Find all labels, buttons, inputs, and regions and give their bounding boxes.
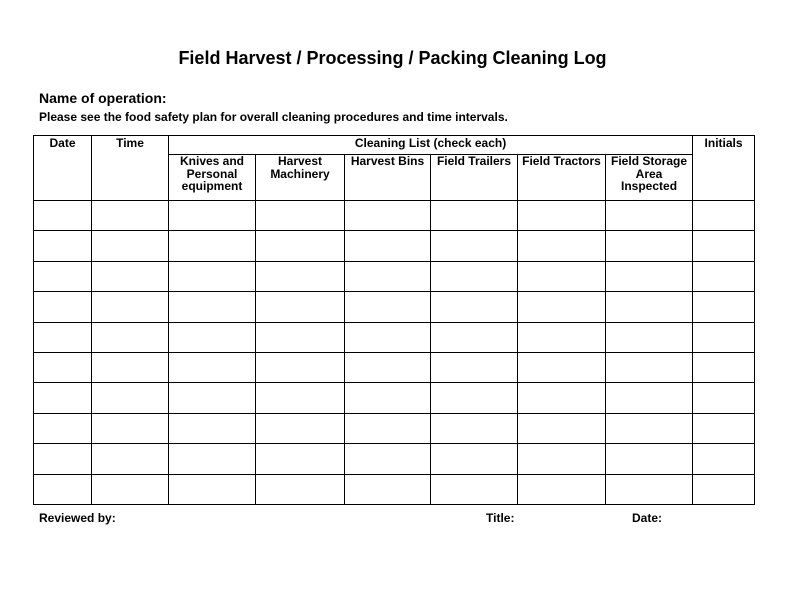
log-cell[interactable] xyxy=(693,201,755,231)
sub-header-line: Field Trailers xyxy=(436,154,512,168)
log-row xyxy=(34,383,755,413)
log-cell[interactable] xyxy=(606,352,693,382)
log-cell[interactable] xyxy=(256,292,345,322)
log-cell[interactable] xyxy=(518,201,606,231)
reviewed-by-label: Reviewed by: xyxy=(39,511,116,525)
log-cell[interactable] xyxy=(34,413,92,443)
log-cell[interactable] xyxy=(169,201,256,231)
header-knives-equipment xyxy=(169,155,256,201)
log-cell[interactable] xyxy=(256,231,345,261)
log-cell[interactable] xyxy=(256,352,345,382)
log-cell[interactable] xyxy=(169,231,256,261)
log-cell[interactable] xyxy=(606,261,693,291)
page-title: Field Harvest / Processing / Packing Cleaning Log xyxy=(178,48,607,68)
log-cell[interactable] xyxy=(92,383,169,413)
log-row xyxy=(34,201,755,231)
log-cell[interactable] xyxy=(345,261,431,291)
header-date: Date xyxy=(34,136,92,201)
date-label: Date: xyxy=(632,511,663,525)
sub-header-line: Harvest Bins xyxy=(350,154,425,168)
header-harvest-bins xyxy=(345,155,431,201)
log-row xyxy=(34,444,755,474)
log-cell[interactable] xyxy=(256,474,345,504)
sub-header-line: Knives and xyxy=(179,154,245,168)
log-row xyxy=(34,231,755,261)
log-row xyxy=(34,413,755,443)
log-row xyxy=(34,352,755,382)
log-cell[interactable] xyxy=(693,444,755,474)
log-cell[interactable] xyxy=(431,444,518,474)
log-cell[interactable] xyxy=(518,413,606,443)
log-cell[interactable] xyxy=(34,261,92,291)
header-field-trailers xyxy=(431,155,518,201)
log-cell[interactable] xyxy=(345,201,431,231)
log-cell[interactable] xyxy=(606,201,693,231)
log-cell[interactable] xyxy=(431,201,518,231)
log-cell[interactable] xyxy=(92,413,169,443)
log-cell[interactable] xyxy=(92,322,169,352)
log-cell[interactable] xyxy=(34,322,92,352)
sub-header-line: Machinery xyxy=(270,166,330,181)
log-cell[interactable] xyxy=(34,201,92,231)
log-cell[interactable] xyxy=(34,383,92,413)
log-cell[interactable] xyxy=(345,292,431,322)
log-cell[interactable] xyxy=(431,322,518,352)
header-field-storage xyxy=(606,155,693,201)
log-cell[interactable] xyxy=(34,231,92,261)
log-cell[interactable] xyxy=(693,231,755,261)
log-cell[interactable] xyxy=(169,322,256,352)
header-harvest-machinery xyxy=(256,155,345,201)
cleaning-log-table xyxy=(33,135,755,505)
log-cell[interactable] xyxy=(431,231,518,261)
log-cell[interactable] xyxy=(169,413,256,443)
log-cell[interactable] xyxy=(256,261,345,291)
log-cell[interactable] xyxy=(92,352,169,382)
log-cell[interactable] xyxy=(92,231,169,261)
sub-header-line: equipment xyxy=(181,179,243,193)
header-field-tractors xyxy=(518,155,606,201)
log-row xyxy=(34,261,755,291)
log-cell[interactable] xyxy=(345,474,431,504)
log-cell[interactable] xyxy=(693,474,755,504)
header-initials: Initials xyxy=(693,136,755,201)
log-cell[interactable] xyxy=(518,474,606,504)
log-cell[interactable] xyxy=(169,261,256,291)
log-cell[interactable] xyxy=(256,201,345,231)
log-cell[interactable] xyxy=(256,322,345,352)
log-cell[interactable] xyxy=(431,413,518,443)
log-cell[interactable] xyxy=(518,383,606,413)
log-cell[interactable] xyxy=(256,413,345,443)
sub-header-line: Field Storage xyxy=(611,154,688,168)
log-row xyxy=(34,292,755,322)
log-cell[interactable] xyxy=(92,261,169,291)
log-cell[interactable] xyxy=(606,383,693,413)
log-body xyxy=(34,201,755,505)
log-cell[interactable] xyxy=(693,292,755,322)
log-cell[interactable] xyxy=(693,352,755,382)
log-cell[interactable] xyxy=(169,474,256,504)
log-cell[interactable] xyxy=(606,322,693,352)
log-cell[interactable] xyxy=(431,352,518,382)
log-cell[interactable] xyxy=(169,352,256,382)
log-cell[interactable] xyxy=(431,261,518,291)
log-cell[interactable] xyxy=(345,444,431,474)
sub-header-line: Area xyxy=(635,166,663,181)
log-cell[interactable] xyxy=(693,383,755,413)
log-cell[interactable] xyxy=(345,352,431,382)
log-cell[interactable] xyxy=(256,444,345,474)
operation-name-label: Name of operation: xyxy=(39,90,167,106)
log-cell[interactable] xyxy=(34,444,92,474)
header-cleaning-list: Cleaning List (check each) xyxy=(169,136,693,155)
log-cell[interactable] xyxy=(431,474,518,504)
log-cell[interactable] xyxy=(169,444,256,474)
log-cell[interactable] xyxy=(169,383,256,413)
log-cell[interactable] xyxy=(92,292,169,322)
instructions-text: Please see the food safety plan for overall cleaning procedures and time intervals. xyxy=(39,110,508,124)
log-cell[interactable] xyxy=(518,231,606,261)
log-cell[interactable] xyxy=(169,292,256,322)
log-cell[interactable] xyxy=(431,292,518,322)
log-cell[interactable] xyxy=(431,383,518,413)
sub-header-line: Field Tractors xyxy=(522,154,601,168)
log-row xyxy=(34,322,755,352)
log-cell[interactable] xyxy=(518,352,606,382)
log-row xyxy=(34,474,755,504)
log-cell[interactable] xyxy=(34,292,92,322)
log-cell[interactable] xyxy=(693,322,755,352)
log-cell[interactable] xyxy=(34,474,92,504)
log-cell[interactable] xyxy=(345,231,431,261)
log-cell[interactable] xyxy=(518,322,606,352)
log-cell[interactable] xyxy=(693,413,755,443)
sub-header-line: Personal xyxy=(186,166,238,181)
log-cell[interactable] xyxy=(34,352,92,382)
log-cell[interactable] xyxy=(345,322,431,352)
log-cell[interactable] xyxy=(606,444,693,474)
log-cell[interactable] xyxy=(606,413,693,443)
log-cell[interactable] xyxy=(518,292,606,322)
log-cell[interactable] xyxy=(92,474,169,504)
log-cell[interactable] xyxy=(606,292,693,322)
title-label: Title: xyxy=(486,511,515,525)
log-cell[interactable] xyxy=(256,383,345,413)
log-cell[interactable] xyxy=(345,383,431,413)
log-cell[interactable] xyxy=(606,474,693,504)
log-cell[interactable] xyxy=(693,261,755,291)
log-cell[interactable] xyxy=(345,413,431,443)
log-cell[interactable] xyxy=(606,231,693,261)
log-cell[interactable] xyxy=(92,201,169,231)
sub-header-line: Harvest xyxy=(277,154,323,168)
log-cell[interactable] xyxy=(92,444,169,474)
header-time: Time xyxy=(92,136,169,201)
sub-header-line: Inspected xyxy=(621,179,678,193)
log-cell[interactable] xyxy=(518,261,606,291)
log-cell[interactable] xyxy=(518,444,606,474)
